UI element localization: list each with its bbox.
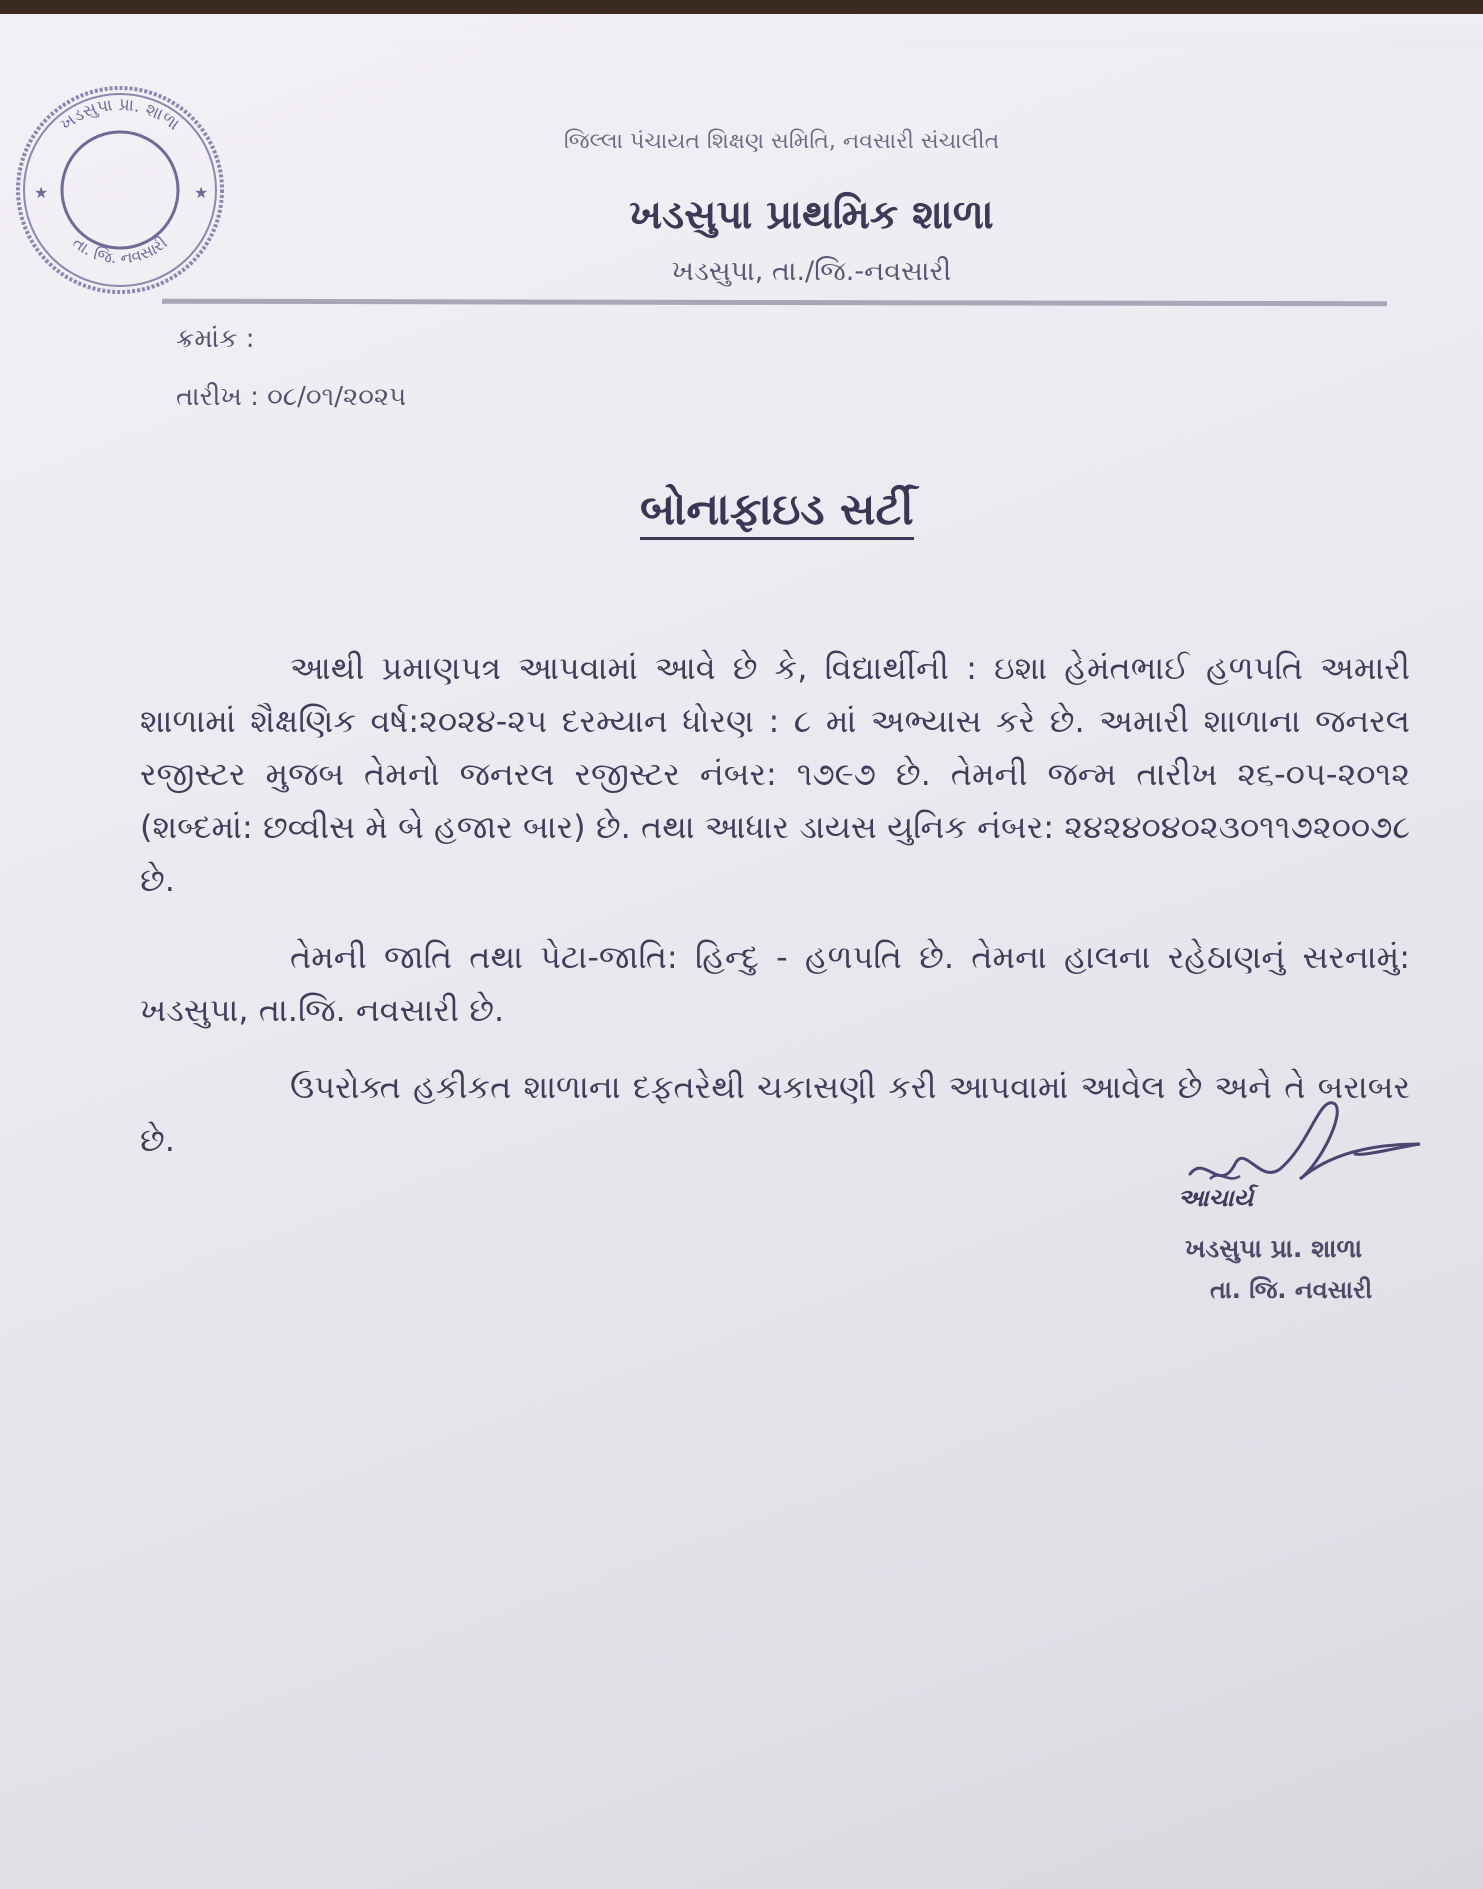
seal-bottom-text: તા. જિ. નવસારી <box>69 232 171 268</box>
date-label: તારીખ : ૦૮/૦૧/૨૦૨૫ <box>176 382 407 412</box>
svg-text:★: ★ <box>194 183 209 202</box>
serial-number-label: ક્રમાંક : <box>176 324 255 354</box>
svg-text:★: ★ <box>34 183 49 202</box>
signature-school: ખડસુપા પ્રા. શાળા <box>1185 1234 1363 1263</box>
school-address: ખડસુપા, તા./જિ.-નવસારી <box>671 256 952 287</box>
body-paragraph-3: ઉપરોક્ત હકીકત શાળાના દફતરેથી ચકાસણી કરી આપવામાં આવેલ છે અને તે બરાબર છે. <box>140 1068 1410 1159</box>
school-name: ખડસુપા પ્રાથમિક શાળા <box>629 192 994 238</box>
seal-top-text: ખડસુપા પ્રા. શાળા <box>56 94 184 135</box>
signature-place: તા. જિ. નવસારી <box>1210 1276 1373 1304</box>
body-paragraph-2: તેમની જાતિ તથા પેટા-જાતિ: હિન્દુ - હળપતિ છે. તેમના હાલના રહેઠાણનું સરનામું: ખડસુપા, તા.જિ. નવસારી છે. <box>140 938 1410 1029</box>
body-paragraph-1: આથી પ્રમાણપત્ર આપવામાં આવે છે કે, વિદ્યાર્થીની : ઇશા હેમંતભાઈ હળપતિ અમારી શાળામાં શૈક્ષણિક વર્ષ:૨૦૨૪-૨૫ દરમ્યાન ધોરણ : ૮ માં અભ્યાસ કરે છે. અમારી શાળાના જનરલ રજીસ્ટર મુજબ તેમનો જનરલ રજીસ્ટર નંબર: ૧૭૯૭ છે. તેમની જન્મ તારીખ ૨૬-૦૫-૨૦૧૨ (શબ્દમાં: છવ્વીસ મે બે હજાર બાર) છે. તથા આધાર ડાયસ યુનિક નંબર: ૨૪૨૪૦૪૦૨૩૦૧૧૭૨૦૦૭૮ છે. <box>140 649 1410 899</box>
header-divider <box>162 299 1387 307</box>
signature-role: આચાર્ય <box>1178 1184 1254 1212</box>
certificate-title: બોનાફાઇડ સર્ટી <box>640 484 914 540</box>
certificate-paper <box>0 14 1483 1889</box>
header-subtitle: જિલ્લા પંચાયત શિક્ષણ સમિતિ, નવસારી સંચાલીત <box>563 129 1000 154</box>
paper-edge <box>0 14 1483 48</box>
